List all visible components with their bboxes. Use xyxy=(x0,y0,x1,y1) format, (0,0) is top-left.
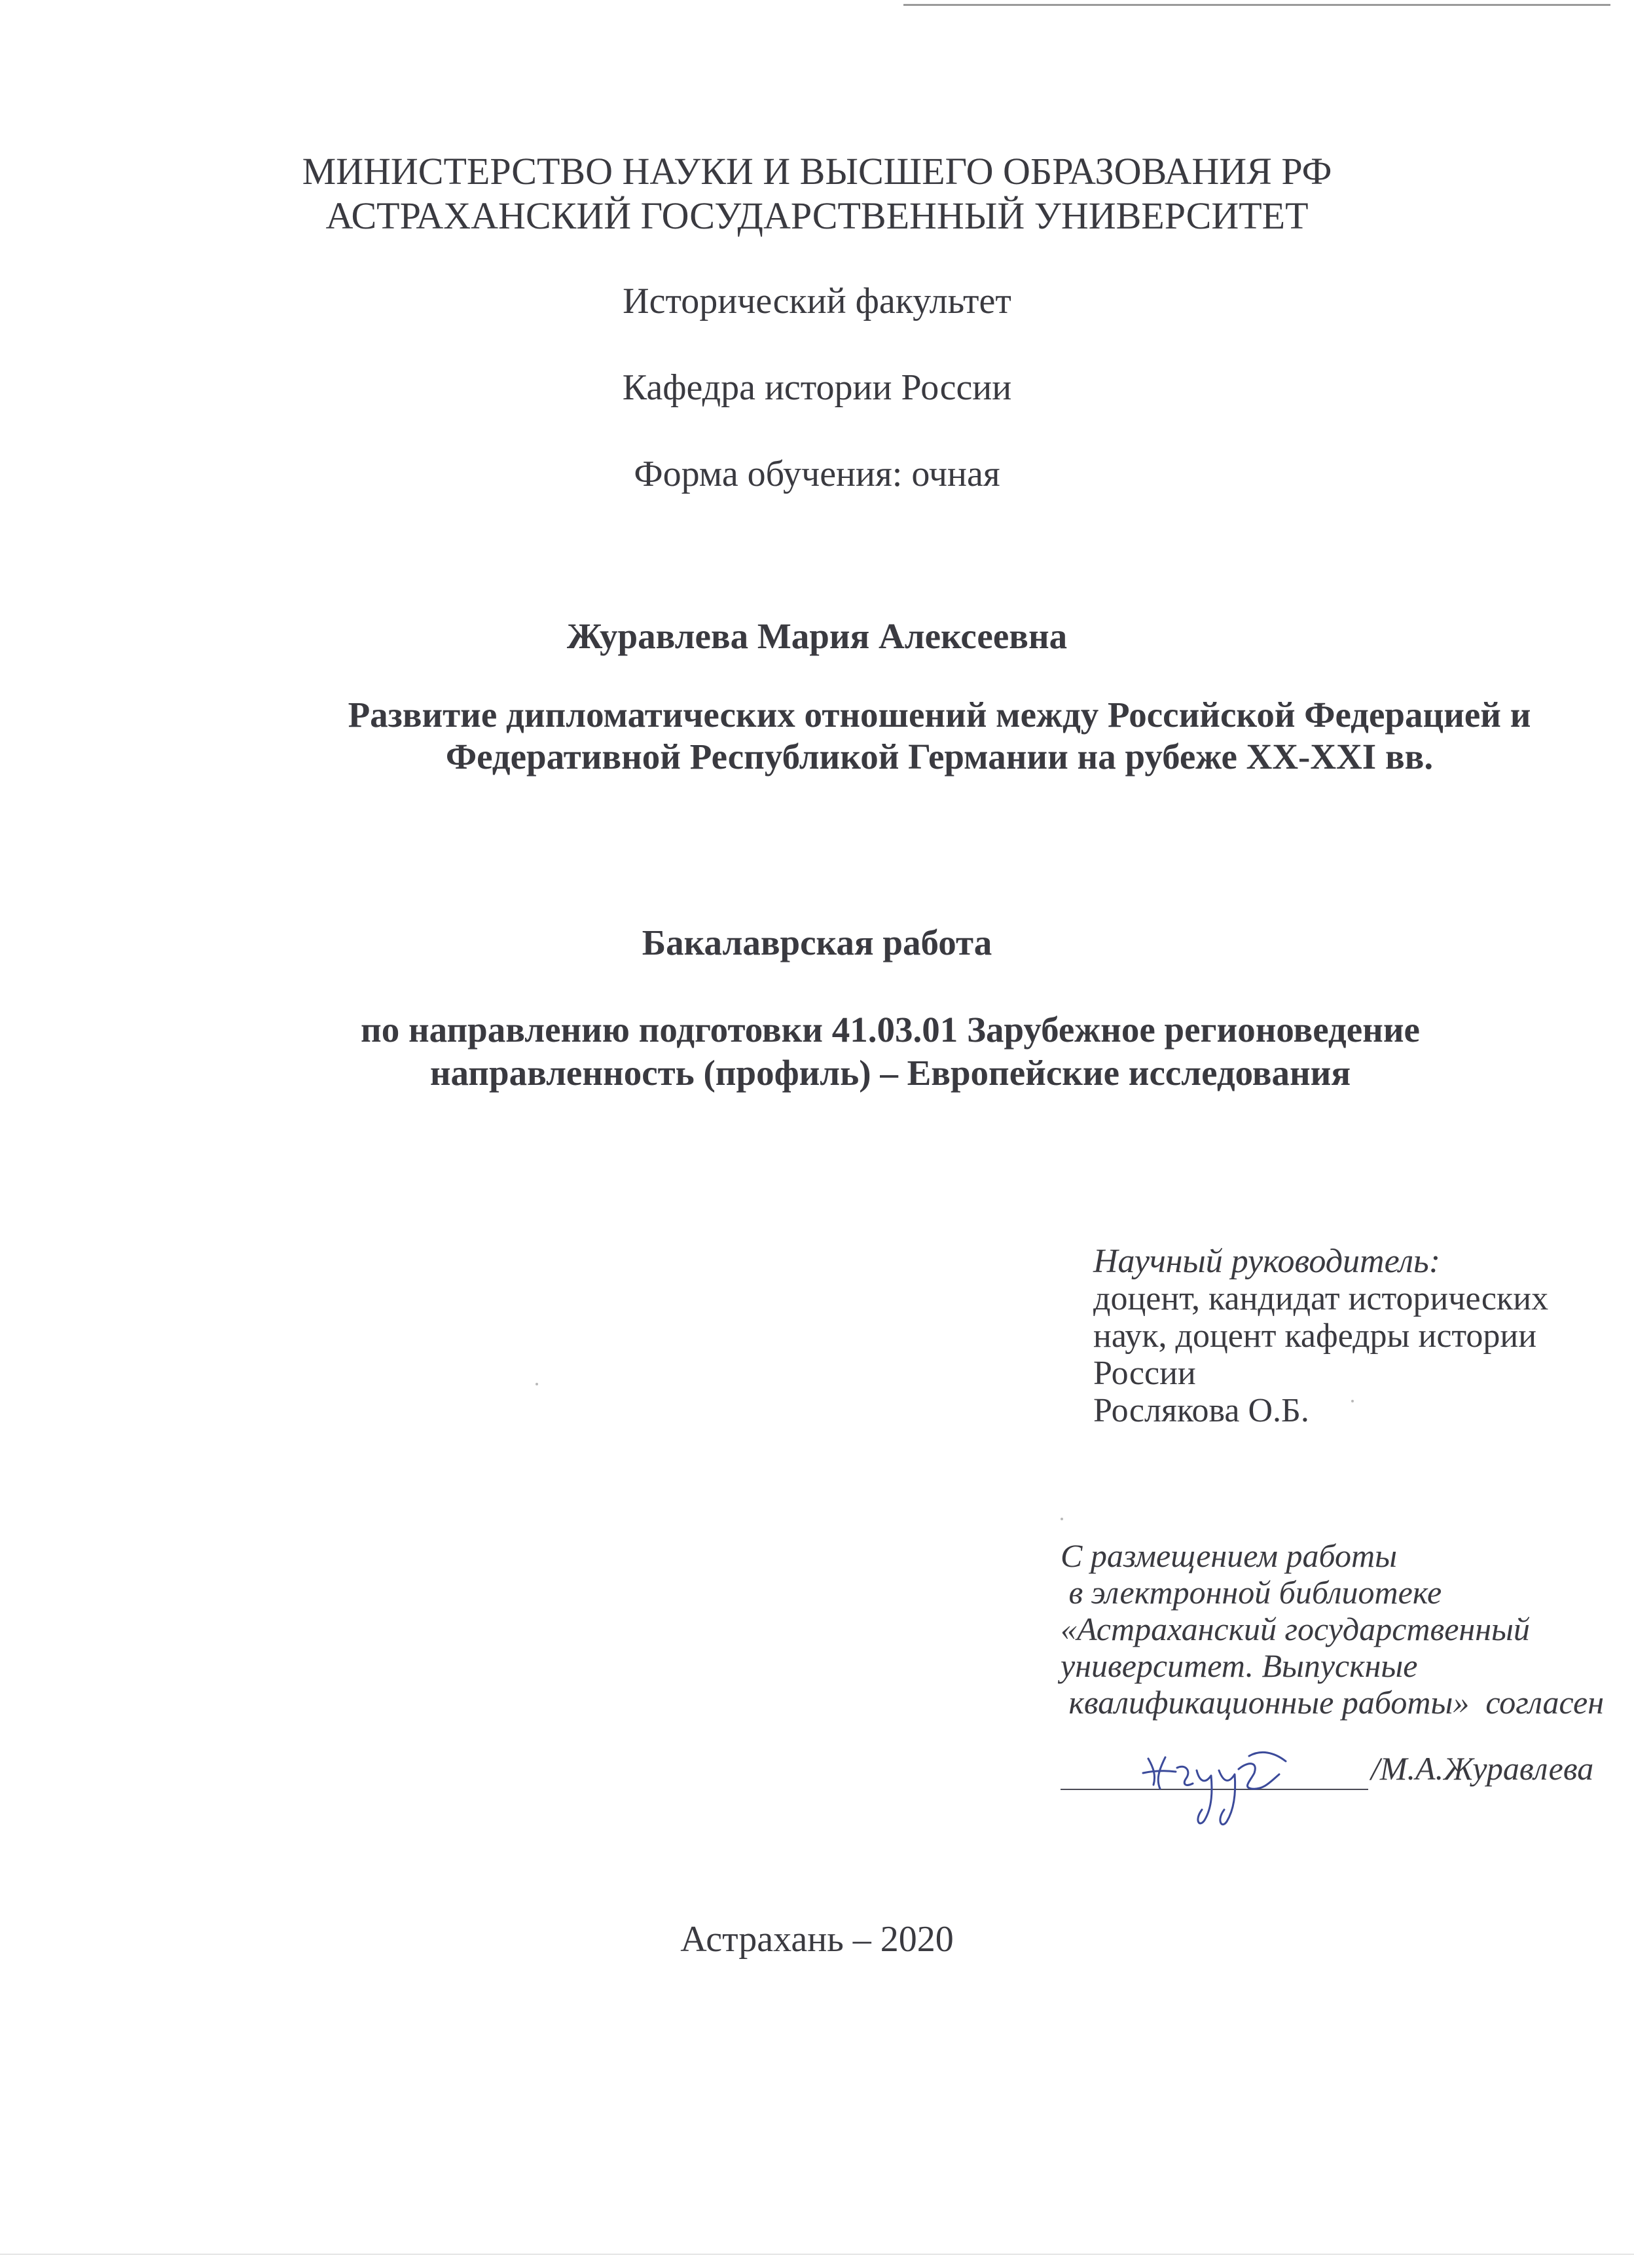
library-consent-text: С размещением работы в электронной библиотеке «Астраханский государственный университет. Выпускные квалификационные работы» согласен xyxy=(1061,1537,1605,1721)
scan-edge-bottom xyxy=(0,2254,1634,2255)
supervisor-block xyxy=(1093,1243,1591,1429)
scan-edge-top xyxy=(903,4,1610,6)
supervisor-position-line: доцент, кандидат исторических xyxy=(1093,1280,1549,1317)
profile-line: направленность (профиль) – Европейские исследования xyxy=(429,1053,1351,1093)
author-name: Журавлева Мария Алексеевна xyxy=(566,616,1068,656)
supervisor-position-line: России xyxy=(1093,1355,1196,1392)
ministry-header xyxy=(0,149,1634,238)
city-year: Астрахань – 2020 xyxy=(680,1919,954,1960)
signatory-name: /М.А.Журавлева xyxy=(1371,1750,1594,1787)
thesis-type: Бакалаврская работа xyxy=(642,923,992,962)
thesis-title: Развитие дипломатических отношений между Российской Федерацией и Федеративной Республикой Германии на рубеже XX-XXI вв. xyxy=(348,695,1531,777)
study-direction xyxy=(275,1008,1506,1095)
university-name: АСТРАХАНСКИЙ ГОСУДАРСТВЕННЫЙ УНИВЕРСИТЕТ xyxy=(325,194,1309,237)
scan-speck xyxy=(1061,1518,1063,1520)
department-name: Кафедра истории России xyxy=(622,367,1012,408)
handwritten-signature xyxy=(1139,1742,1296,1833)
study-form: Форма обучения: очная xyxy=(634,454,1000,494)
supervisor-position-line: наук, доцент кафедры истории xyxy=(1093,1317,1537,1355)
signature-row xyxy=(1061,1748,1624,1814)
supervisor-name: Рослякова О.Б. xyxy=(1093,1392,1309,1429)
direction-line: по направлению подготовки 41.03.01 Зарубежное регионоведение xyxy=(361,1010,1420,1050)
ministry-name: МИНИСТЕРСТВО НАУКИ И ВЫСШЕГО ОБРАЗОВАНИЯ РФ xyxy=(302,150,1332,192)
supervisor-label: Научный руководитель: xyxy=(1093,1243,1441,1280)
scan-speck xyxy=(536,1383,538,1385)
faculty-name: Исторический факультет xyxy=(623,281,1011,321)
